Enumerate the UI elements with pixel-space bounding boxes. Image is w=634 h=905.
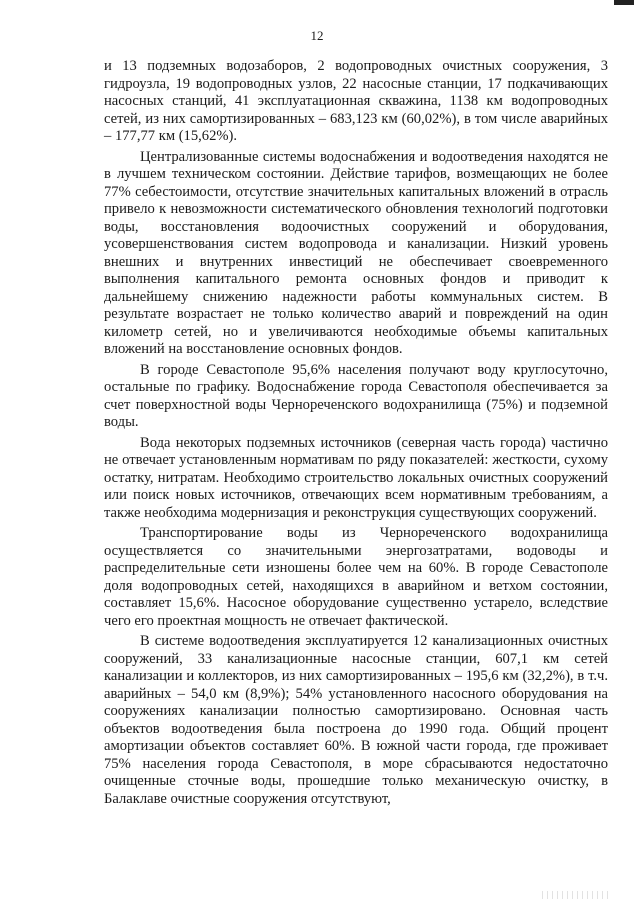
paragraph-3: В городе Севастополе 95,6% населения получают воду круглосуточно, остальные по графику. Водоснабжение города Севастополя обеспечивается за счет поверхностной воды Чернореченского водохранилища (75%) и подземной воды. [104, 361, 608, 430]
paragraph-6: В системе водоотведения эксплуатируется 12 канализационных очистных сооружений, 33 канализационные насосные станции, 607,1 км сетей канализации и коллекторов, из них самортизированных – 195,6 км (32,2%), в т.ч. аварийных – 54,0 км (8,9%); 54% установленного насосного оборудования на сооружениях канализации полностью самортизировано. Основная часть объектов водоотведения была построена до 1990 года. Общий процент амортизации объектов составляет 60%. В южной части города, где проживает 75% населения города Севастополя, в море сбрасываются недостаточно очищенные сточные воды, прошедшие только механическую очистку, в Балаклаве очистные сооружения отсутствуют, [104, 633, 608, 807]
paragraph-4: Вода некоторых подземных источников (северная часть города) частично не отвечает установленным нормативам по ряду показателей: жесткости, сухому остатку, нитратам. Необходимо строительство локальных очистных сооружений или поиск новых источников, отвечающих всем нормативным требованиям, а также необходима модернизация и реконструкция существующих сооружений. [104, 434, 608, 521]
scan-corner-mark [614, 0, 634, 5]
paragraph-5: Транспортирование воды из Чернореченского водохранилища осуществляется со значительными энергозатратами, водоводы и распределительные сети изношены более чем на 60%. В городе Севастополе доля водопроводных сетей, находящихся в аварийном и ветхом состоянии, составляет 15,6%. Насосное оборудование существенно устарело, вследствие чего его проектная мощность не отвечает фактической. [104, 525, 608, 629]
paragraph-1: и 13 подземных водозаборов, 2 водопроводных очистных сооружения, 3 гидроузла, 19 водопроводных узлов, 22 насосные станции, 17 подкачивающих насосных станций, 41 эксплуатационная скважина, 1138 км водопроводных сетей, из них самортизированных – 683,123 км (60,02%), в том числе аварийных – 177,77 км (15,62%). [104, 58, 608, 144]
document-body [104, 58, 608, 811]
scan-artifact [542, 891, 612, 899]
page-number: 12 [310, 28, 324, 43]
paragraph-2: Централизованные системы водоснабжения и водоотведения находятся не в лучшем техническом состоянии. Действие тарифов, возмещающих не более 77% себестоимости, отсутствие значительных капитальных вложений в отрасль привело к невозможности систематического обновления технологий подготовки воды, восстановления водоочистных сооружений и оборудования, усовершенствования систем водопровода и канализации. Низкий уровень внешних и внутренних инвестиций не обеспечивает своевременного выполнения капитального ремонта основных фондов и приводит к дальнейшему снижению надежности работы коммунальных систем. В результате возрастает не только количество аварий и повреждений на один километр сетей, но и увеличиваются необходимые объемы капитальных вложений на восстановление основных фондов. [104, 148, 608, 357]
